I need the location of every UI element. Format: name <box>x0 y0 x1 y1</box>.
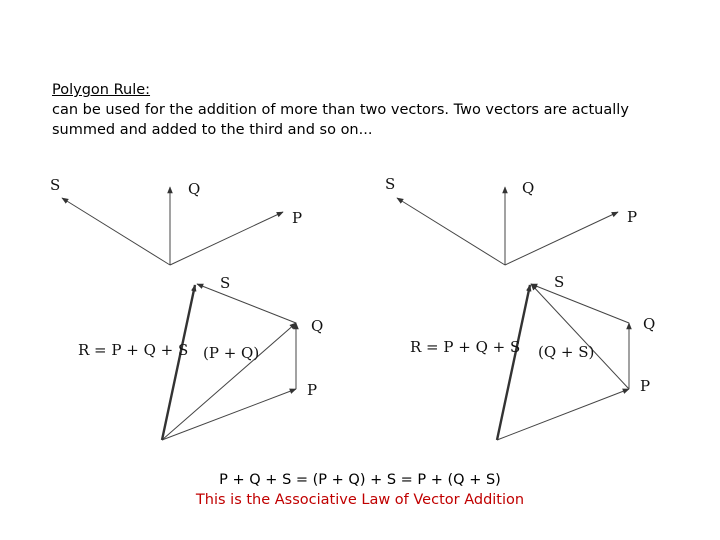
left-polygon <box>78 274 323 440</box>
right-vector-set <box>385 175 637 265</box>
equation-caption: P + Q + S = (P + Q) + S = P + (Q + S) <box>219 472 501 488</box>
left-poly-label-pq: (P + Q) <box>203 344 260 362</box>
right-poly-label-s: S <box>554 273 565 291</box>
left-poly-label-p: P <box>307 381 318 399</box>
left-label-p: P <box>292 209 303 227</box>
right-poly-label-q: Q <box>643 315 656 333</box>
left-polygon-s <box>197 284 296 323</box>
right-vector-p <box>505 212 618 265</box>
right-polygon-resultant <box>497 285 530 440</box>
left-polygon-resultant <box>162 285 195 440</box>
right-vector-s <box>397 198 505 265</box>
intro-body: can be used for the addition of more than two vectors. Two vectors are actually summed and added to the third and so on... <box>52 102 629 138</box>
left-poly-label-r: R = P + Q + S <box>78 341 189 359</box>
left-label-q: Q <box>188 180 201 198</box>
left-polygon-p <box>162 389 296 440</box>
intro-heading: Polygon Rule: <box>52 82 151 98</box>
right-polygon-s <box>531 284 629 323</box>
right-polygon-qs <box>531 284 629 389</box>
right-label-p: P <box>627 208 638 226</box>
left-vector-p <box>170 212 283 265</box>
left-poly-label-q: Q <box>311 317 324 335</box>
right-polygon <box>410 273 655 440</box>
left-poly-label-s: S <box>220 274 231 292</box>
right-label-s: S <box>385 175 396 193</box>
right-poly-label-r: R = P + Q + S <box>410 338 521 356</box>
right-poly-label-p: P <box>640 377 651 395</box>
right-label-q: Q <box>522 179 535 197</box>
associative-law-caption: This is the Associative Law of Vector Addition <box>195 492 525 508</box>
right-poly-label-qs: (Q + S) <box>538 343 595 361</box>
right-polygon-p <box>497 389 629 440</box>
left-label-s: S <box>50 176 61 194</box>
left-vector-s <box>62 198 170 265</box>
left-vector-set <box>50 176 302 265</box>
